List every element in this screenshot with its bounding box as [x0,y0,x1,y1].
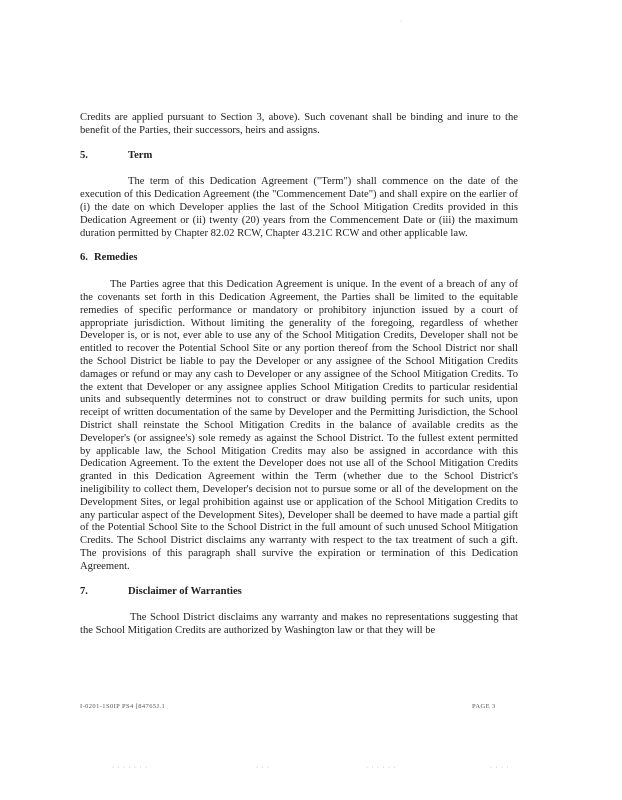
document-body [80,112,518,638]
scan-speck: · [400,19,403,25]
scan-speck: · · · · · · [366,765,397,771]
scan-speck: · · · · [490,765,510,771]
section-heading-disclaimer [80,586,518,599]
section-title: Remedies [94,252,138,264]
scan-speck: · · · [256,765,270,771]
scan-speck: · · · · · · · [112,765,148,771]
disclaimer-paragraph: The School District disclaims any warranty and makes no representations suggesting that the School Mitigation Credits are authorized by Washington law or that they will be [80,612,518,637]
footer-page-number: PAGE 3 [472,703,496,710]
section-number: 5. [80,149,88,161]
section-title: Disclaimer of Warranties [128,585,242,597]
section-heading-term [80,150,518,163]
section-number: 7. [80,585,88,597]
section-number: 6. [80,252,88,264]
footer-document-id: I-0201-1S0IP PS4 [84765J.1 [80,703,166,710]
section-title: Term [128,149,153,161]
term-paragraph: The term of this Dedication Agreement ("Term") shall commence on the date of the execution of this Dedication Agreement (the "Commencement Date") and shall expire on the earlier of (i) the date on which Developer applies the last of the School Mitigation Credits provided in this Dedication Agreement or (ii) twenty (20) years from the Commencement Date or (iii) the maximum duration permitted by Chapter 82.02 RCW, Chapter 43.21C RCW and other applicable law. [80,176,518,239]
remedies-paragraph: The Parties agree that this Dedication Agreement is unique. In the event of a breach of any of the covenants set forth in this Dedication Agreement, the Parties shall be limited to the equitable remedies of specific performance or mandatory or prohibitory injunction issued by a court of appropriate jurisdiction. Without limiting the generality of the foregoing, regardless of whether Developer is, or is not, ever able to use any of the School Mitigation Credits, Developer shall not be entitled to recover the Potential School Site or any portion thereof from the School District nor shall the School District be liable to pay the Developer or any assignee of the School Mitigation Credits damages or refund or may any cash to Developer or any assignee of the School Mitigation Credits. To the extent that Developer or any assignee applies School Mitigation Credits to particular residential units and subsequently determines not to construct or draw building permits for such units, upon receipt of written documentation of the same by Developer and the Permitting Jurisdiction, the School District shall reinstate the School Mitigation Credits in the balance of available credits as the Developer's (or assignee's) sole remedy as against the School District. To the fullest extent permitted by applicable law, the School Mitigation Credits may also be assigned in accordance with this Dedication Agreement. To the extent the Developer does not use all of the School Mitigation Credits granted in this Dedication Agreement within the Term (whether due to the School District's ineligibility to collect them, Developer's decision not to pursue some or all of the development on the Development Sites, or legal prohibition against use or application of the School Mitigation Credits to any particular aspect of the Development Sites), Developer shall be deemed to have made a partial gift of the Potential School Site to the School District in the full amount of such unused School Mitigation Credits. The School District disclaims any warranty with respect to the tax treatment of such a gift. The provisions of this paragraph shall survive the expiration or termination of this Dedication Agreement. [80,279,518,572]
section-heading-remedies [80,252,518,265]
intro-paragraph: Credits are applied pursuant to Section 3, above). Such covenant shall be binding and inure to the benefit of the Parties, their successors, heirs and assigns. [80,112,518,136]
